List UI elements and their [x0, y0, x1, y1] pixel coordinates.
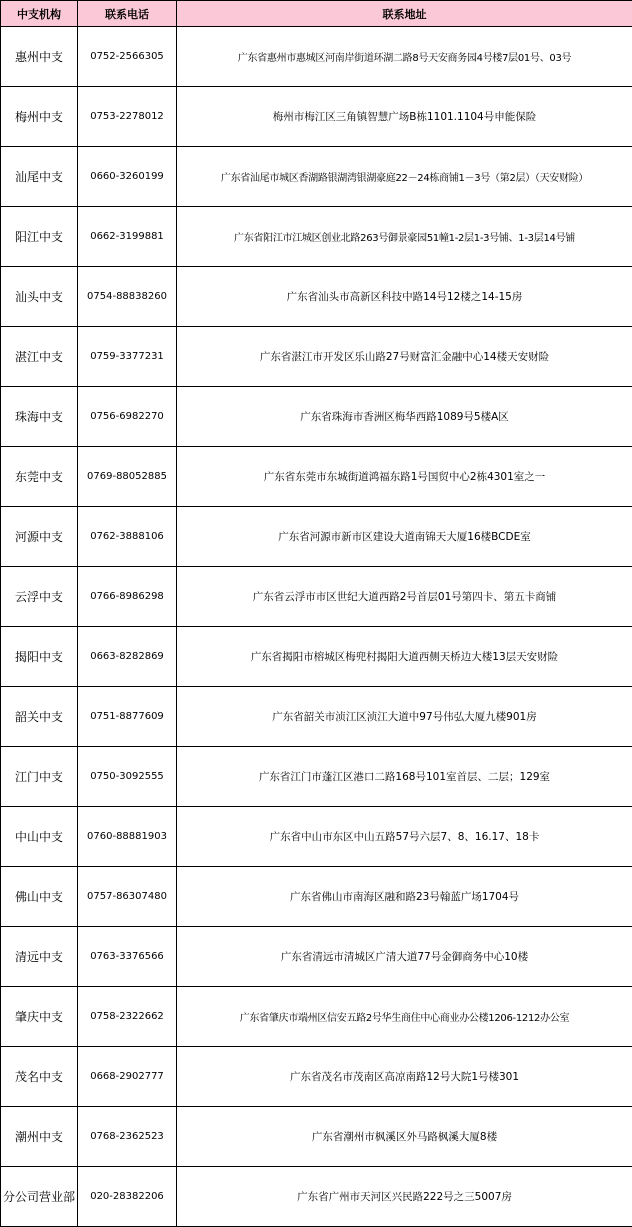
table-row [1, 687, 632, 747]
address-cell: 广东省湛江市开发区乐山路27号财富汇金融中心14楼天安财险 [177, 327, 632, 387]
phone-cell: 0758-2322662 [78, 987, 177, 1047]
org-cell: 清远中支 [1, 927, 78, 987]
address-cell: 广东省韶关市浈江区浈江大道中97号伟弘大厦九楼901房 [177, 687, 632, 747]
org-cell: 湛江中支 [1, 327, 78, 387]
org-cell: 茂名中支 [1, 1047, 78, 1107]
header-address: 联系地址 [177, 1, 632, 27]
table-row [1, 747, 632, 807]
address-cell: 广东省珠海市香洲区梅华西路1089号5楼A区 [177, 387, 632, 447]
phone-cell: 0759-3377231 [78, 327, 177, 387]
org-cell: 潮州中支 [1, 1107, 78, 1167]
address-cell: 广东省清远市清城区广清大道77号金御商务中心10楼 [177, 927, 632, 987]
address-cell: 广东省云浮市市区世纪大道西路2号首层01号第四卡、第五卡商铺 [177, 567, 632, 627]
table-row [1, 267, 632, 327]
org-cell: 中山中支 [1, 807, 78, 867]
address-cell: 广东省广州市天河区兴民路222号之三5007房 [177, 1167, 632, 1227]
table-row [1, 807, 632, 867]
phone-cell: 0756-6982270 [78, 387, 177, 447]
org-cell: 佛山中支 [1, 867, 78, 927]
phone-cell: 0757-86307480 [78, 867, 177, 927]
phone-cell: 0762-3888106 [78, 507, 177, 567]
table-row [1, 567, 632, 627]
table-row [1, 867, 632, 927]
table-row [1, 1167, 632, 1227]
phone-cell: 0760-88881903 [78, 807, 177, 867]
org-cell: 阳江中支 [1, 207, 78, 267]
table-row [1, 387, 632, 447]
address-cell: 广东省揭阳市榕城区梅兜村揭阳大道西侧天桥边大楼13层天安财险 [177, 627, 632, 687]
org-cell: 汕尾中支 [1, 147, 78, 207]
org-cell: 分公司营业部 [1, 1167, 78, 1227]
org-cell: 韶关中支 [1, 687, 78, 747]
org-cell: 梅州中支 [1, 87, 78, 147]
org-cell: 肇庆中支 [1, 987, 78, 1047]
org-cell: 云浮中支 [1, 567, 78, 627]
org-cell: 河源中支 [1, 507, 78, 567]
phone-cell: 0753-2278012 [78, 87, 177, 147]
table-row [1, 987, 632, 1047]
table-row [1, 627, 632, 687]
address-cell: 广东省潮州市枫溪区外马路枫溪大厦8楼 [177, 1107, 632, 1167]
table-row [1, 147, 632, 207]
address-cell: 广东省惠州市惠城区河南岸街道环湖二路8号天安商务园4号楼7层01号、03号 [177, 27, 632, 87]
table-row [1, 27, 632, 87]
phone-cell: 0752-2566305 [78, 27, 177, 87]
org-cell: 揭阳中支 [1, 627, 78, 687]
address-cell: 广东省中山市东区中山五路57号六层7、8、16.17、18卡 [177, 807, 632, 867]
phone-cell: 0751-8877609 [78, 687, 177, 747]
org-cell: 汕头中支 [1, 267, 78, 327]
address-cell: 广东省阳江市江城区创业北路263号御景豪园51幢1-2层1-3号铺、1-3层14号铺 [177, 207, 632, 267]
header-org: 中支机构 [1, 1, 78, 27]
address-cell: 广东省肇庆市端州区信安五路2号华生商住中心商业办公楼1206-1212办公室 [177, 987, 632, 1047]
header-phone: 联系电话 [78, 1, 177, 27]
phone-cell: 0662-3199881 [78, 207, 177, 267]
phone-cell: 0754-88838260 [78, 267, 177, 327]
address-cell: 广东省东莞市东城街道鸿福东路1号国贸中心2栋4301室之一 [177, 447, 632, 507]
phone-cell: 0663-8282869 [78, 627, 177, 687]
table-row [1, 927, 632, 987]
table-row [1, 1047, 632, 1107]
org-cell: 惠州中支 [1, 27, 78, 87]
phone-cell: 0660-3260199 [78, 147, 177, 207]
table-row [1, 447, 632, 507]
org-cell: 江门中支 [1, 747, 78, 807]
phone-cell: 0769-88052885 [78, 447, 177, 507]
table-row [1, 207, 632, 267]
phone-cell: 0766-8986298 [78, 567, 177, 627]
phone-cell: 020-28382206 [78, 1167, 177, 1227]
table-row [1, 87, 632, 147]
address-cell: 广东省汕头市高新区科技中路14号12楼之14-15房 [177, 267, 632, 327]
phone-cell: 0763-3376566 [78, 927, 177, 987]
address-cell: 梅州市梅江区三角镇智慧广场B栋1101.1104号申能保险 [177, 87, 632, 147]
address-cell: 广东省河源市新市区建设大道南锦天大厦16楼BCDE室 [177, 507, 632, 567]
org-cell: 珠海中支 [1, 387, 78, 447]
org-cell: 东莞中支 [1, 447, 78, 507]
header-row [1, 1, 632, 27]
phone-cell: 0750-3092555 [78, 747, 177, 807]
table-row [1, 1107, 632, 1167]
table-row [1, 327, 632, 387]
phone-cell: 0768-2362523 [78, 1107, 177, 1167]
table-body [1, 27, 632, 1227]
address-cell: 广东省江门市蓬江区港口二路168号101室首层、二层；129室 [177, 747, 632, 807]
address-cell: 广东省茂名市茂南区高凉南路12号大院1号楼301 [177, 1047, 632, 1107]
phone-cell: 0668-2902777 [78, 1047, 177, 1107]
address-cell: 广东省汕尾市城区香湖路银湖湾银湖豪庭22－24栋商铺1－3号（第2层）（天安财险） [177, 147, 632, 207]
table-row [1, 507, 632, 567]
address-cell: 广东省佛山市南海区融和路23号翰蓝广场1704号 [177, 867, 632, 927]
